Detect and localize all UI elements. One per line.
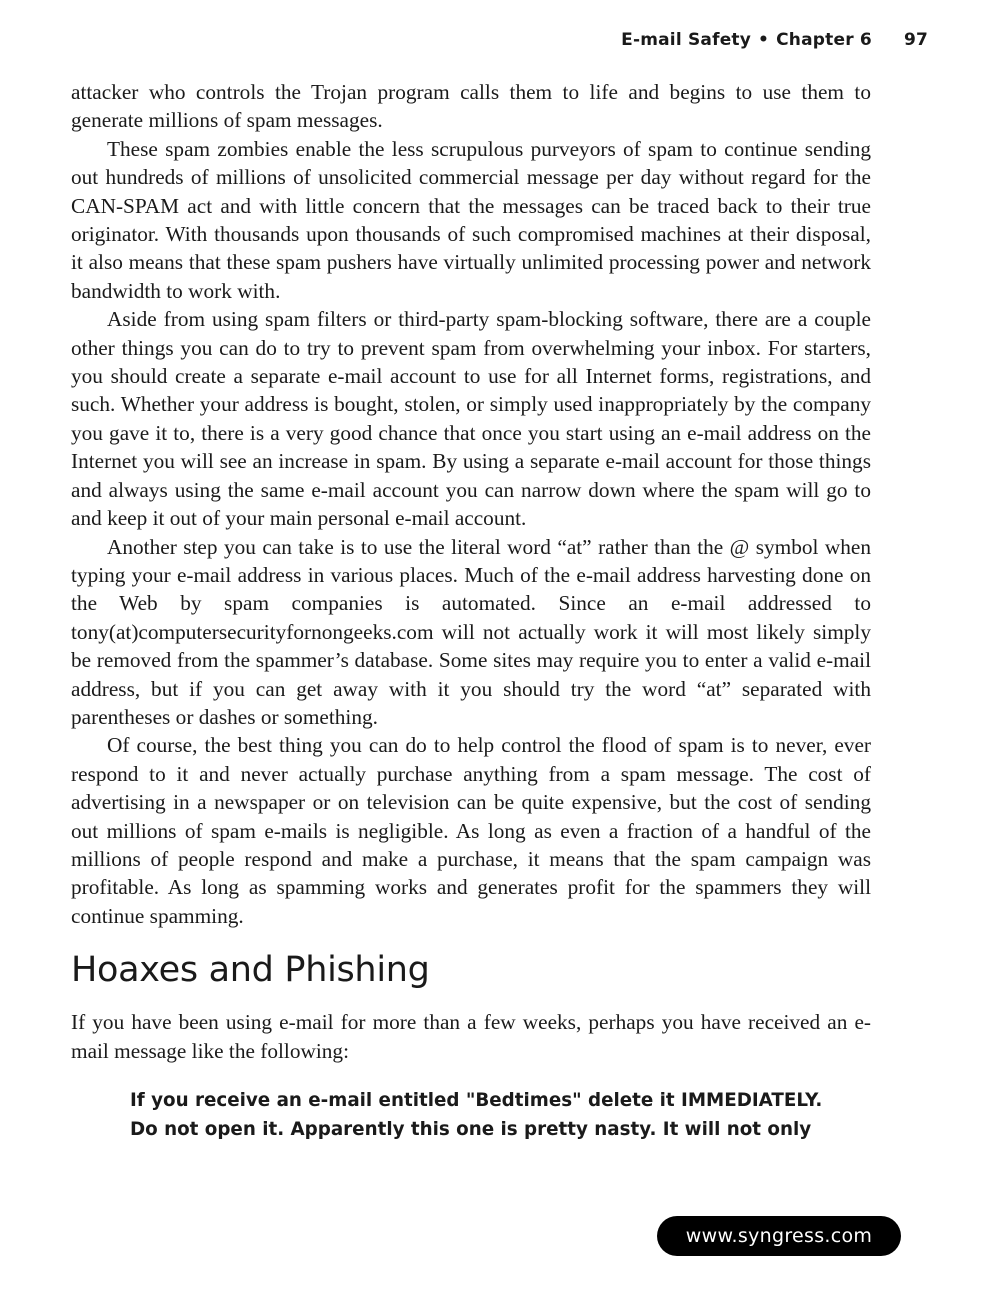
paragraph-never-respond: Of course, the best thing you can do to help control the flood of spam is to never, ever respond to it and never actually purchase anything from a spam message. The cost of advertising in a newspaper or on television can be quite expensive, but the cost of sending out millions of spam e-mails is negligible. As long as even a fraction of a handful of the millions of people respond and make a purchase, it means that the spam campaign was profitable. As long as spamming works and generates profit for the spammers they will continue spamming.	[71, 733, 871, 928]
body-text	[71, 78, 871, 1144]
chapter-label: Chapter 6	[776, 30, 872, 50]
quote-line-2: Do not open it. Apparently this one is pretty nasty. It will not only	[130, 1118, 812, 1140]
publisher-url-badge: www.syngress.com	[657, 1216, 901, 1256]
page-number: 97	[903, 30, 928, 50]
paragraph-literal-at: Another step you can take is to use the literal word “at” rather than the @ symbol when typing your e-mail address in various places. Much of the e-mail address harvesting done on the Web by spam companies is automated. Since an e-mail addressed to tony(at)computersecurityfornongeeks.com will not actually work it will most likely simply be removed from the spammer’s database. Some sites may require you to enter a valid e-mail address, but if you can get away with it you should try the word “at” separated with parentheses or dashes or something.	[71, 534, 871, 729]
section-heading: Hoaxes and Phishing	[71, 950, 430, 991]
chapter-title: E-mail Safety	[621, 30, 752, 50]
paragraph-continuation: attacker who controls the Trojan program calls them to life and begins to use them to generate millions of spam messages.	[71, 80, 871, 133]
paragraph-spam-zombies: These spam zombies enable the less scrupulous purveyors of spam to continue sending out hundreds of millions of unsolicited commercial message per day without regard for the CAN-SPAM act and with little concern that the messages can be traced back to their true originator. With thousands upon thousands of such compromised machines at their disposal, it also means that these spam pushers have virtually unlimited processing power and network bandwidth to work with.	[71, 136, 871, 303]
example-email-quote	[130, 1087, 871, 1144]
quote-line-1: If you receive an e-mail entitled "Bedtimes" delete it IMMEDIATELY.	[130, 1090, 823, 1111]
header-separator: •	[758, 30, 770, 50]
running-header	[621, 30, 928, 50]
section-intro: If you have been using e-mail for more than a few weeks, perhaps you have received an e-mail message like the following:	[71, 1010, 871, 1063]
paragraph-separate-account: Aside from using spam filters or third-party spam-blocking software, there are a couple other things you can do to try to prevent spam from overwhelming your inbox. For starters, you should create a separate e-mail account to use for all Internet forms, registrations, and such. Whether your address is bought, stolen, or simply used inappropriately by the company you gave it to, there is a very good chance that once you start using an e-mail address on the Internet you will see an increase in spam. By using a separate e-mail account for those things and always using the same e-mail account you can narrow down where the spam will go to and keep it out of your main personal e-mail account.	[71, 307, 871, 531]
